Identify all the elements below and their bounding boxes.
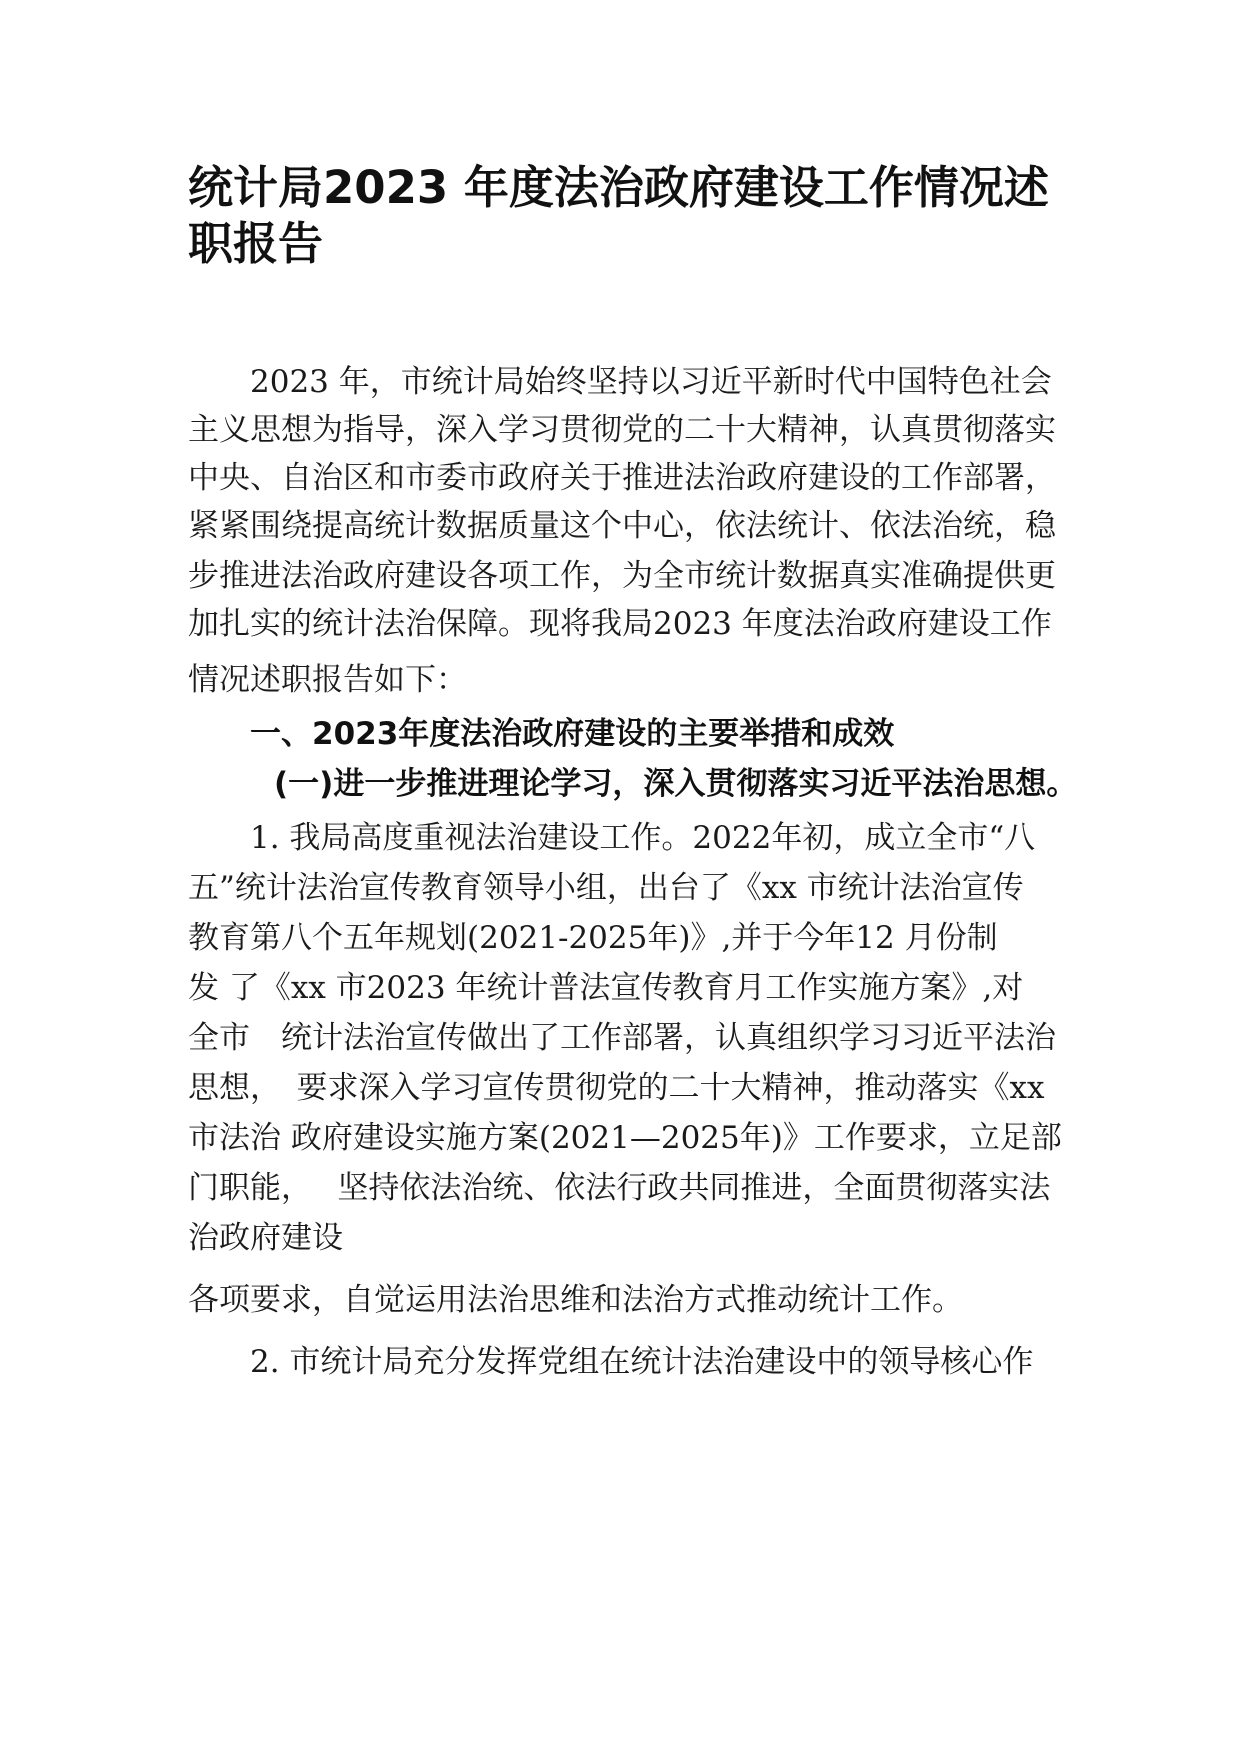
paragraph-line: 各项要求，自觉运用法治思维和法治方式推动统计工作。 <box>188 1282 963 1318</box>
paragraph-line: 治政府建设 <box>188 1220 343 1256</box>
paragraph-line: 主义思想为指导，深入学习贯彻党的二十大精神，认真贯彻落实 <box>188 412 1056 448</box>
paragraph-line: 五”统计法治宣传教育领导小组，出台了《xx 市统计法治宣传 <box>188 870 1024 906</box>
paragraph-line: 2023 年，市统计局始终坚持以习近平新时代中国特色社会 <box>250 364 1052 400</box>
paragraph-line: 门职能， 坚持依法治统、依法行政共同推进，全面贯彻落实法 <box>188 1170 1051 1206</box>
paragraph-line: 全市 统计法治宣传做出了工作部署，认真组织学习习近平法治 <box>188 1020 1056 1056</box>
paragraph-line: 1. 我局高度重视法治建设工作。2022年初，成立全市“八 <box>250 820 1036 856</box>
subsection-heading: (一)进一步推进理论学习，深入贯彻落实习近平法治思想。 <box>274 766 1078 802</box>
paragraph-line: 发 了《xx 市2023 年统计普法宣传教育月工作实施方案》,对 <box>188 970 1024 1006</box>
paragraph-line: 紧紧围绕提高统计数据质量这个中心，依法统计、依法治统，稳 <box>188 508 1056 544</box>
paragraph-line: 加扎实的统计法治保障。现将我局2023 年度法治政府建设工作 <box>188 606 1052 642</box>
paragraph-line: 市法治 政府建设实施方案(2021—2025年)》工作要求，立足部 <box>188 1120 1062 1156</box>
document-title: 统计局2023 年度法治政府建设工作情况述职报告 <box>188 161 1049 270</box>
paragraph-line: 教育第八个五年规划(2021-2025年)》,并于今年12 月份制 <box>188 920 998 956</box>
paragraph-line: 情况述职报告如下： <box>188 662 467 698</box>
paragraph-line: 思想， 要求深入学习宣传贯彻党的二十大精神，推动落实《xx <box>188 1070 1045 1106</box>
paragraph-line: 步推进法治政府建设各项工作，为全市统计数据真实准确提供更 <box>188 558 1056 594</box>
paragraph-line: 2. 市统计局充分发挥党组在统计法治建设中的领导核心作 <box>250 1344 1034 1380</box>
section-heading: 一、2023年度法治政府建设的主要举措和成效 <box>250 716 895 752</box>
paragraph-line: 中央、自治区和市委市政府关于推进法治政府建设的工作部署， <box>188 460 1056 496</box>
